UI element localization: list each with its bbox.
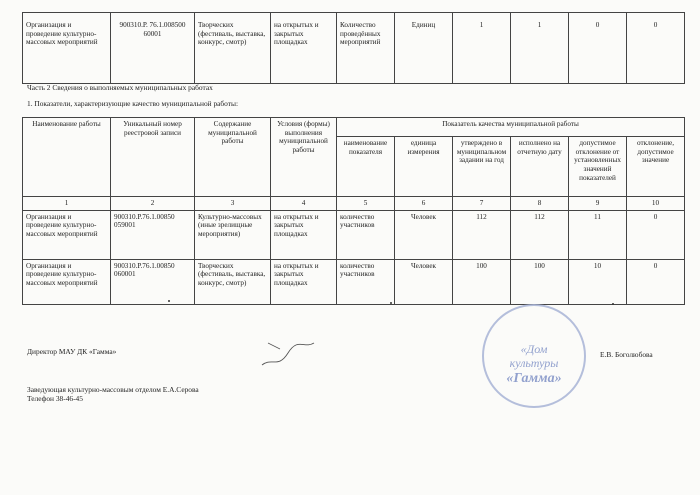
signature-icon [258,335,318,375]
indicator-cell: количество участников [337,210,395,259]
header-registry: Уникальный номер реестровой записи [111,118,195,197]
stamp-line: «Дом [520,342,548,356]
header-allowed: допустимое отклонение от установленных значений показателей [569,137,627,197]
column-number: 8 [511,197,569,211]
header-approved: утверждено в муниципальном задании на год [453,137,511,197]
quality-table [22,117,685,305]
header-name: Наименование работы [23,118,111,197]
part2-title: Часть 2 Сведения о выполняемых муниципальных работах [27,83,213,92]
executed-cell: 1 [511,13,569,84]
column-number: 9 [569,197,627,211]
organization-stamp [482,304,586,408]
approved-cell: 1 [453,13,511,84]
executed-cell: 100 [511,259,569,304]
top-table [22,12,685,84]
allowed-cell: 10 [569,259,627,304]
column-number: 10 [627,197,685,211]
column-number: 3 [195,197,271,211]
allowed-cell: 0 [569,13,627,84]
unit-cell: Человек [395,259,453,304]
content-cell: Творческих (фестиваль, выставка, конкурс, смотр) [195,259,271,304]
content-cell: Культурно-массовых (иные зрелищные мероприятия) [195,210,271,259]
header-deviation: отклонение, допустимое значение [627,137,685,197]
content-cell: Творческих (фестиваль, выставка, конкурс, смотр) [195,13,271,84]
column-number: 7 [453,197,511,211]
header-quality-group: Показатель качества муниципальной работы [337,118,685,137]
registry-cell: 900310.Р. 76.1.008500 60001 [111,13,195,84]
indicators-title: 1. Показатели, характеризующие качество муниципальной работы: [27,99,239,108]
conditions-cell: на открытых и закрытых площадках [271,259,337,304]
column-number: 1 [23,197,111,211]
deviation-cell: 0 [627,13,685,84]
column-number: 2 [111,197,195,211]
header-row [23,118,685,137]
conditions-cell: на открытых и закрытых площадках [271,13,337,84]
table-row [23,13,685,84]
column-number-row [23,197,685,211]
stamp-line: культуры [509,356,559,371]
deviation-cell: 0 [627,259,685,304]
table-row [23,259,685,304]
registry-cell: 900310.Р.76.1.00850 059001 [111,210,195,259]
registry-cell: 900310.Р.76.1.00850 060001 [111,259,195,304]
unit-cell: Человек [395,210,453,259]
unit-cell: Единиц [395,13,453,84]
scan-speck [168,300,170,302]
approved-cell: 112 [453,210,511,259]
deviation-cell: 0 [627,210,685,259]
header-indicator-name: наименование показателя [337,137,395,197]
header-unit: единица измерения [395,137,453,197]
table-row [23,210,685,259]
conditions-cell: на открытых и закрытых площадках [271,210,337,259]
head-dept-line: Заведующая культурно-массовым отделом Е.А.Серова [27,385,199,394]
header-conditions: Условия (формы) выполнения муниципальной работы [271,118,337,197]
executed-cell: 112 [511,210,569,259]
indicator-cell: Количество проведённых мероприятий [337,13,395,84]
header-content: Содержание муниципальной работы [195,118,271,197]
header-executed: исполнено на отчетную дату [511,137,569,197]
director-title: Директор МАУ ДК «Гамма» [27,347,117,356]
column-number: 6 [395,197,453,211]
phone-line: Телефон 38-46-45 [27,394,83,403]
director-name: Е.В. Боголюбова [600,350,653,359]
allowed-cell: 11 [569,210,627,259]
work-name-cell: Организация и проведение культурно-массовых мероприятий [23,259,111,304]
scan-speck [390,302,392,304]
column-number: 5 [337,197,395,211]
column-number: 4 [271,197,337,211]
scan-speck [612,303,614,305]
indicator-cell: количество участников [337,259,395,304]
stamp-line: «Гамма» [506,370,562,386]
approved-cell: 100 [453,259,511,304]
work-name-cell: Организация и проведение культурно-массовых мероприятий [23,13,111,84]
work-name-cell: Организация и проведение культурно-массовых мероприятий [23,210,111,259]
